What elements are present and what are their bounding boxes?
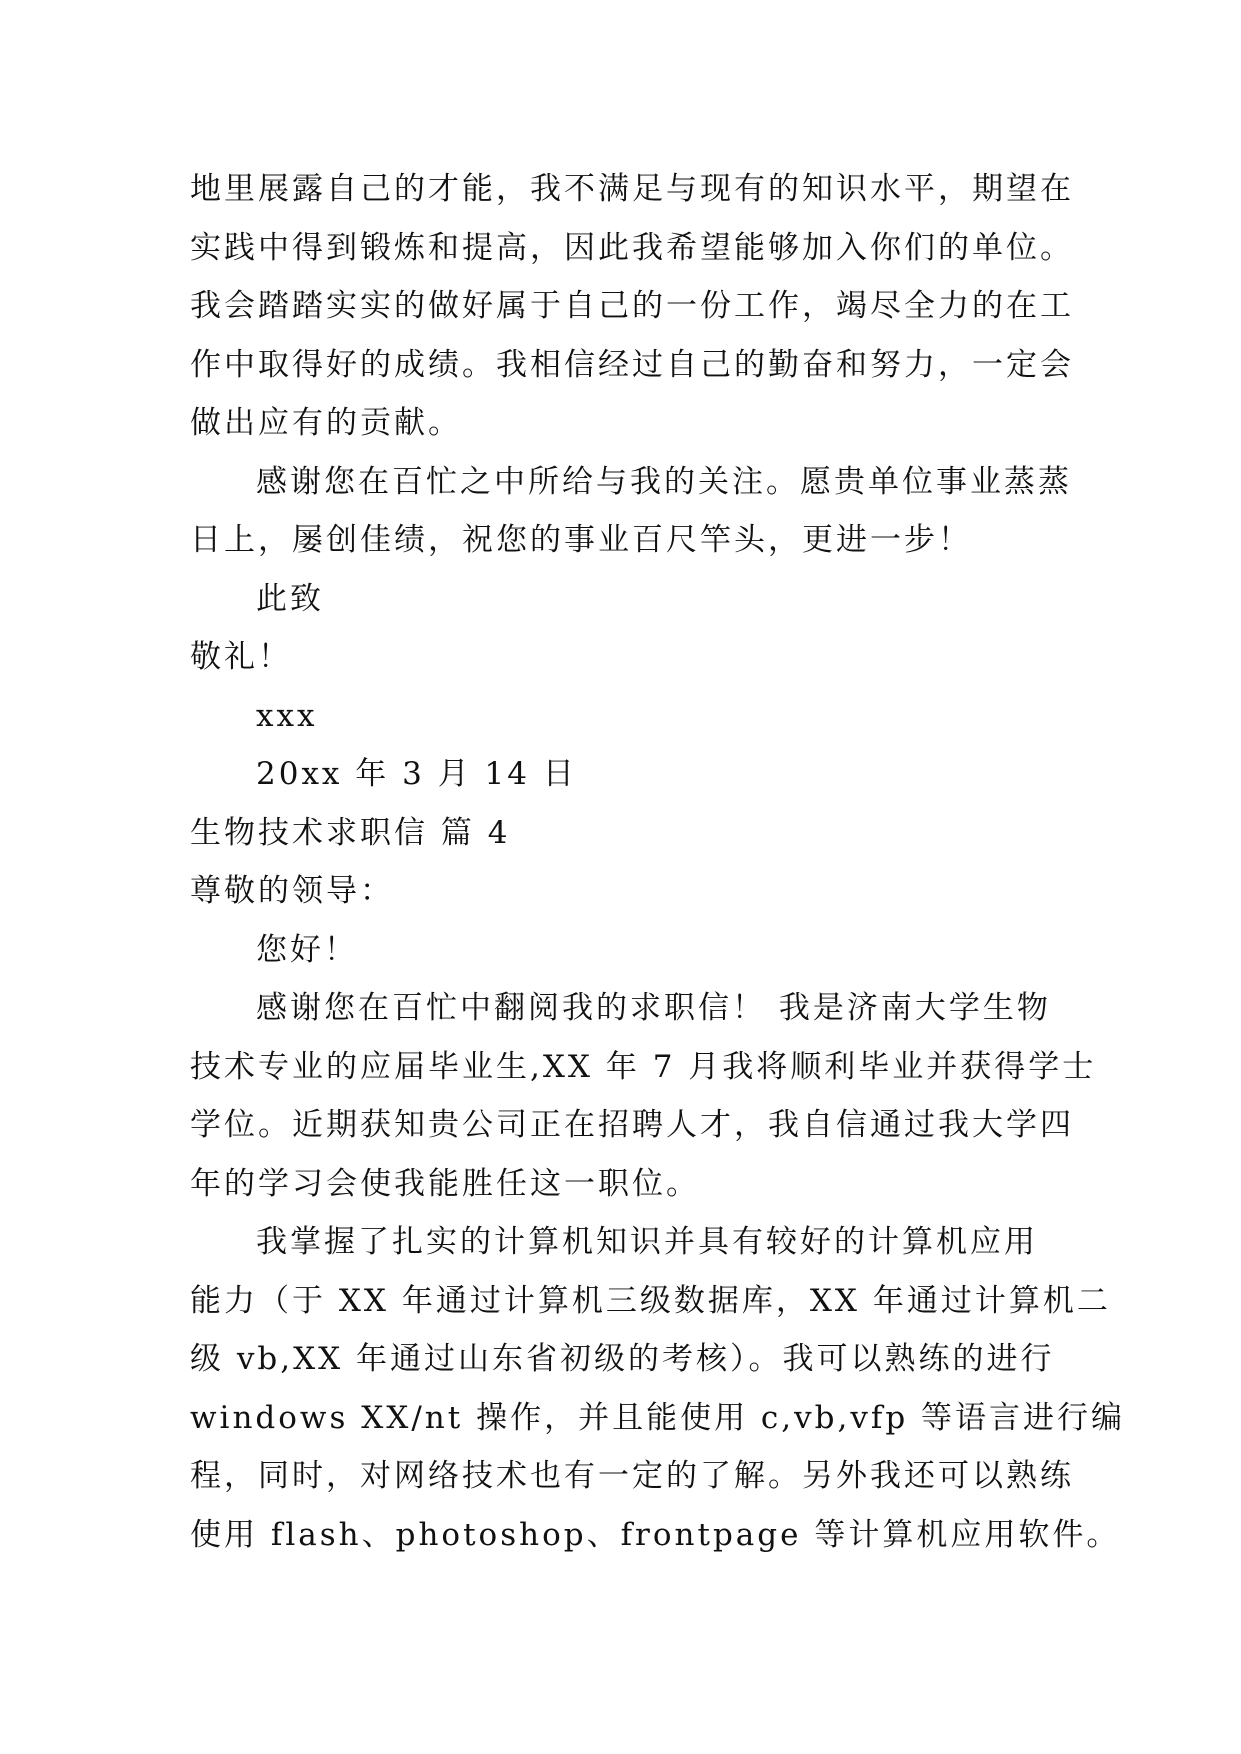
text-line: 尊敬的领导： [190,873,394,909]
text-line: 我会踏踏实实的做好属于自己的一份工作，竭尽全力的在工 [190,288,1074,324]
text-line: 您好！ [256,931,358,968]
text-line: 实践中得到锻炼和提高，因此我希望能够加入你们的单位。 [190,229,1074,266]
text-line: 能力（于 XX 年通过计算机三级数据库，XX 年通过计算机二 [190,1282,1111,1319]
text-line: 感谢您在百忙之中所给与我的关注。愿贵单位事业蒸蒸 [256,463,1072,500]
text-line: 地里展露自己的才能，我不满足与现有的知识水平，期望在 [190,171,1074,207]
text-line: 此致 [256,580,324,617]
text-line: windows XX/nt 操作，并且能使用 c,vb,vfp 等语言进行编 [190,1399,1126,1436]
text-line: 做出应有的贡献。 [190,405,462,441]
text-line: 日上，屡创佳绩，祝您的事业百尺竿头，更进一步！ [190,522,972,558]
text-line: 级 vb,XX 年通过山东省初级的考核）。我可以熟练的进行 [190,1341,1055,1377]
text-line: 技术专业的应届毕业生,XX 年 7 月我将顺利毕业并获得学士 [190,1048,1097,1085]
text-line: 学位。近期获知贵公司正在招聘人才，我自信通过我大学四 [190,1107,1074,1143]
text-line: 年的学习会使我能胜任这一职位。 [190,1165,700,1202]
text-line: 作中取得好的成绩。我相信经过自己的勤奋和努力，一定会 [190,346,1074,383]
text-line: 程，同时，对网络技术也有一定的了解。另外我还可以熟练 [190,1458,1074,1494]
letter-body [190,160,1126,1564]
text-line: 生物技术求职信 篇 4 [190,814,511,851]
text-line: xxx [256,697,318,734]
text-line: 敬礼！ [190,639,292,675]
text-line: 使用 flash、photoshop、frontpage 等计算机应用软件。 [190,1516,1121,1553]
text-line: 20xx 年 3 月 14 日 [256,756,577,792]
text-line: 感谢您在百忙中翻阅我的求职信！ 我是济南大学生物 [256,990,1051,1026]
text-line: 我掌握了扎实的计算机知识并具有较好的计算机应用 [256,1224,1038,1260]
